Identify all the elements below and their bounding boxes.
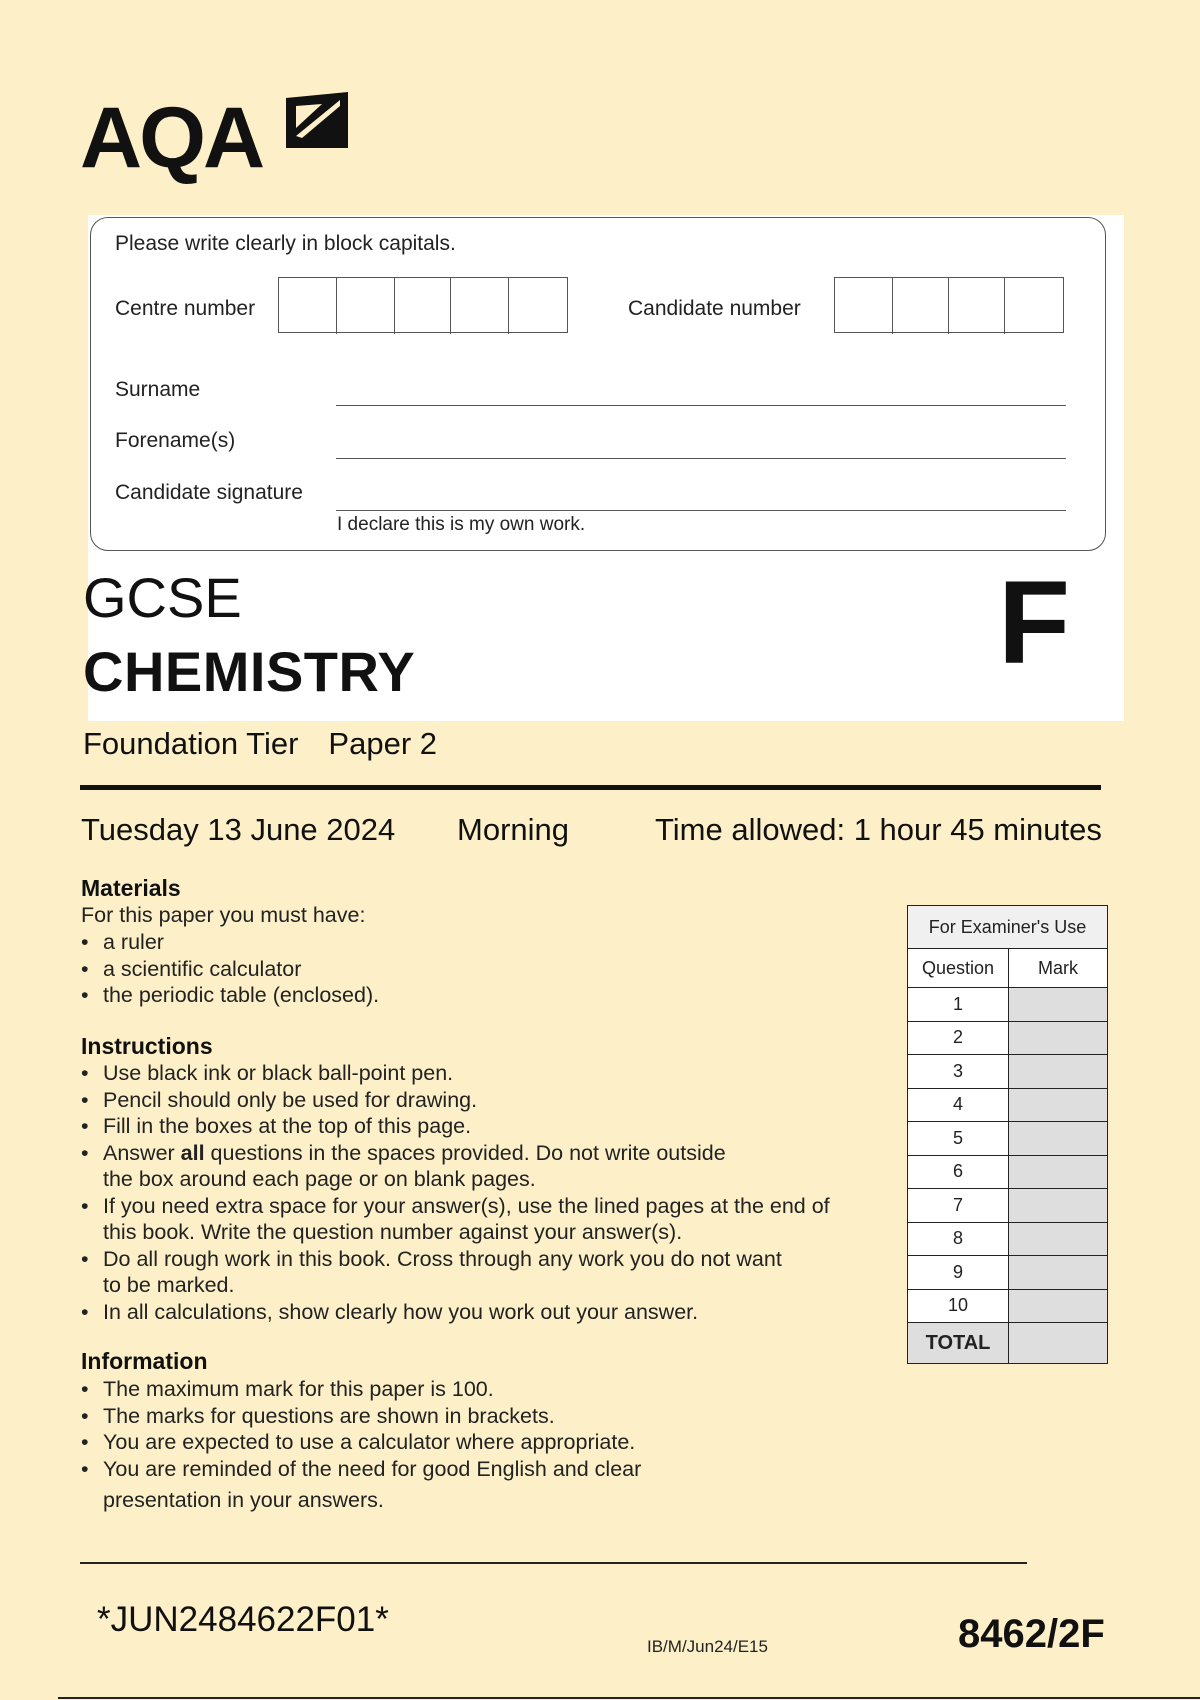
forenames-field[interactable] [336,458,1066,459]
mark-cell [1009,1122,1108,1156]
centre-digit-box[interactable] [395,278,451,334]
list-item-text: Answer [103,1140,181,1165]
surname-label: Surname [115,378,201,401]
mark-cell [1009,1021,1108,1055]
candidate-number-boxes[interactable] [834,277,1064,333]
declaration-text: I declare this is my own work. [337,514,586,535]
paper-code: 8462/2F [958,1612,1105,1656]
qualification-title: GCSE [83,566,242,629]
mark-cell [1009,1189,1108,1223]
question-number: 4 [908,1088,1009,1122]
table-row [908,988,1108,1022]
total-row [908,1323,1108,1364]
list-item [81,1140,830,1167]
signature-label: Candidate signature [115,481,303,504]
mark-column-header: Mark [1009,949,1108,988]
centre-digit-box[interactable] [279,278,337,334]
list-item: • You are reminded of the need for good English and clear [81,1456,641,1483]
question-number: 9 [908,1256,1009,1290]
aqa-mark-icon [282,90,352,154]
table-row [908,1088,1108,1122]
centre-number-label: Centre number [115,297,256,320]
exam-session: Morning [457,812,569,847]
title-divider [80,785,1101,790]
list-item: • If you need extra space for your answer(s), use the lined pages at the end of [81,1193,830,1220]
table-row [908,1155,1108,1189]
candidate-digit-box[interactable] [949,278,1005,334]
total-label: TOTAL [908,1323,1009,1364]
table-row [908,1055,1108,1089]
mark-cell [1009,1256,1108,1290]
tier-name: Foundation Tier [83,726,299,761]
materials-list [81,929,379,1009]
forenames-label: Forename(s) [115,429,236,452]
table-row [908,1189,1108,1223]
centre-digit-box[interactable] [509,278,565,334]
centre-digit-box[interactable] [337,278,395,334]
list-item: • The marks for questions are shown in brackets. [81,1403,641,1430]
list-item: • Use black ink or black ball-point pen. [81,1060,830,1087]
question-number: 10 [908,1289,1009,1323]
table-row [908,1289,1108,1323]
tier-paper-line [83,726,437,762]
list-item: • Fill in the boxes at the top of this page. [81,1113,830,1140]
surname-field[interactable] [336,405,1066,406]
candidate-digit-box[interactable] [1005,278,1062,334]
information-heading: Information [81,1348,208,1374]
centre-number-boxes[interactable] [278,277,568,333]
block-capitals-instruction: Please write clearly in block capitals. [115,232,456,255]
table-row [908,1256,1108,1290]
examiner-use-table [907,905,1108,1364]
subject-title: CHEMISTRY [83,640,416,703]
question-number: 2 [908,1021,1009,1055]
list-item-continuation: this book. Write the question number against your answer(s). [103,1220,683,1244]
list-item: • Do all rough work in this book. Cross through any work you do not want [81,1246,830,1273]
question-number: 3 [908,1055,1009,1089]
centre-digit-box[interactable] [451,278,509,334]
question-number: 8 [908,1222,1009,1256]
list-item: • You are expected to use a calculator where appropriate. [81,1429,641,1456]
examiner-table-heading: For Examiner's Use [908,906,1108,949]
list-item: • In all calculations, show clearly how you work out your answer. [81,1299,830,1326]
mark-cell [1009,1222,1108,1256]
list-item: • Pencil should only be used for drawing. [81,1087,830,1114]
list-item-continuation: the box around each page or on blank pages. [103,1167,536,1191]
candidate-digit-box[interactable] [893,278,949,334]
question-number: 7 [908,1189,1009,1223]
list-item: • a scientific calculator [81,956,379,983]
list-item-continuation: presentation in your answers. [103,1488,384,1512]
materials-heading: Materials [81,875,181,901]
candidate-digit-box[interactable] [835,278,893,334]
list-item: • a ruler [81,929,379,956]
mark-cell [1009,1155,1108,1189]
question-number: 5 [908,1122,1009,1156]
logo-text: AQA [80,90,263,186]
footer-divider [80,1562,1027,1564]
signature-field[interactable] [336,510,1066,511]
exam-date: Tuesday 13 June 2024 [81,812,396,847]
candidate-number-label: Candidate number [628,297,801,320]
list-item: • The maximum mark for this paper is 100. [81,1376,641,1403]
question-column-header: Question [908,949,1009,988]
mark-cell [1009,1088,1108,1122]
paper-name: Paper 2 [328,726,437,761]
list-item-emphasis: all [180,1140,205,1165]
list-item-text: questions in the spaces provided. Do not write outside [204,1140,726,1165]
table-row [908,1021,1108,1055]
question-number: 6 [908,1155,1009,1189]
time-allowed: Time allowed: 1 hour 45 minutes [655,812,1102,847]
instructions-heading: Instructions [81,1033,213,1059]
table-row [908,1122,1108,1156]
mark-cell [1009,988,1108,1022]
table-row [908,1222,1108,1256]
list-item: • the periodic table (enclosed). [81,982,379,1009]
paper-reference: IB/M/Jun24/E15 [647,1637,768,1656]
barcode-text: *JUN2484622F01* [97,1600,389,1639]
total-mark-cell [1009,1323,1108,1364]
question-number: 1 [908,988,1009,1022]
aqa-logo [80,88,350,188]
mark-cell [1009,1055,1108,1089]
mark-cell [1009,1289,1108,1323]
materials-intro: For this paper you must have: [81,903,366,927]
tier-letter: F [998,557,1071,689]
list-item-continuation: to be marked. [103,1273,235,1297]
bottom-divider [58,1697,1200,1699]
instructions-list [81,1060,830,1325]
information-list [81,1376,641,1514]
